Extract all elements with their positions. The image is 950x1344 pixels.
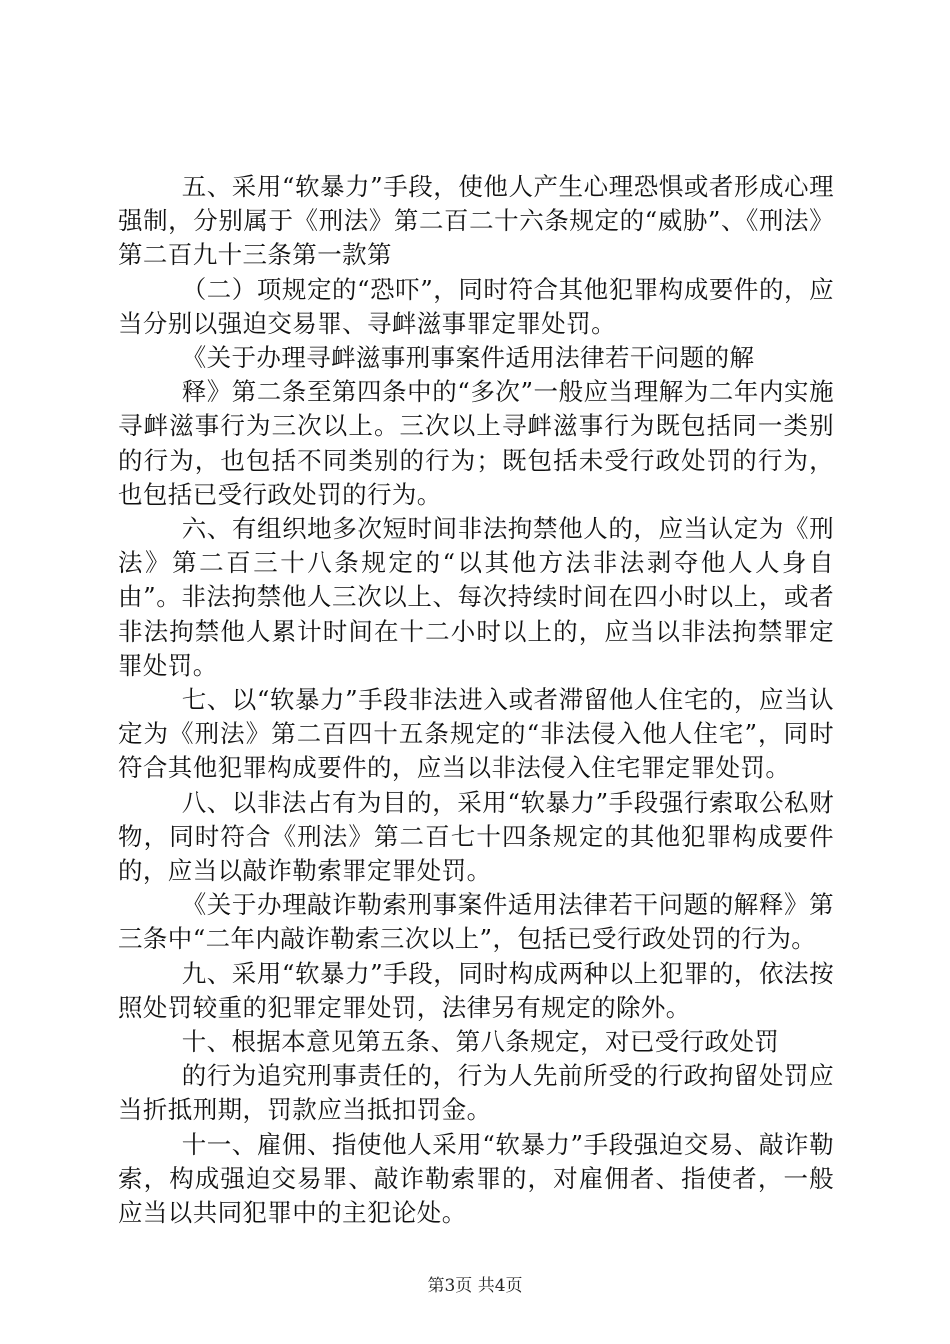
paragraph-article-5: 五、采用“软暴力”手段，使他人产生心理恐惧或者形成心理强制，分别属于《刑法》第二百二十六条规定的“威胁”、《刑法》第二百九十三条第一款第 xyxy=(118,172,834,270)
document-body xyxy=(118,170,834,1230)
page-number-footer: 第3页 共4页 xyxy=(427,1276,523,1296)
paragraph-article-11: 十一、雇佣、指使他人采用“软暴力”手段强迫交易、敲诈勒索，构成强迫交易罪、敲诈勒索罪的，对雇佣者、指使者，一般应当以共同犯罪中的主犯论处。 xyxy=(118,1129,834,1228)
paragraph-interpretation-body: 释》第二条至第四条中的“多次”一般应当理解为二年内实施寻衅滋事行为三次以上。三次以上寻衅滋事行为既包括同一类别的行为，也包括不同类别的行为；既包括未受行政处罚的行为，也包括已受行政处罚的行为。 xyxy=(118,377,834,509)
paragraph-interpretation-title-line: 《关于办理寻衅滋事刑事案件适用法律若干问题的解 xyxy=(181,343,755,373)
paragraph-article-10-rest: 的行为追究刑事责任的，行为人先前所受的行政拘留处罚应当折抵刑期，罚款应当抵扣罚金。 xyxy=(118,1061,834,1125)
paragraph-article-5-item-2: （二）项规定的“恐吓”，同时符合其他犯罪构成要件的，应当分别以强迫交易罪、寻衅滋事罪定罪处罚。 xyxy=(118,274,834,338)
paragraph-article-8: 八、以非法占有为目的，采用“软暴力”手段强行索取公私财物，同时符合《刑法》第二百七十四条规定的其他犯罪构成要件的，应当以敲诈勒索罪定罪处罚。 xyxy=(118,787,834,886)
paragraph-article-10-first-line: 十、根据本意见第五条、第八条规定，对已受行政处罚 xyxy=(181,1027,780,1057)
paragraph-article-9: 九、采用“软暴力”手段，同时构成两种以上犯罪的，依法按照处罚较重的犯罪定罪处罚，法律另有规定的除外。 xyxy=(118,958,834,1022)
paragraph-extortion-interpretation: 《关于办理敲诈勒索刑事案件适用法律若干问题的解释》第三条中“二年内敲诈勒索三次以上”，包括已受行政处罚的行为。 xyxy=(118,890,834,954)
paragraph-article-7: 七、以“软暴力”手段非法进入或者滞留他人住宅的，应当认定为《刑法》第二百四十五条规定的“非法侵入他人住宅”，同时符合其他犯罪构成要件的，应当以非法侵入住宅罪定罪处罚。 xyxy=(118,685,834,783)
paragraph-article-6: 六、有组织地多次短时间非法拘禁他人的，应当认定为《刑法》第二百三十八条规定的“以其他方法非法剥夺他人人身自由”。非法拘禁他人三次以上、每次持续时间在四小时以上，或者非法拘禁他人累计时间在十二小时以上的，应当以非法拘禁罪定罪处罚。 xyxy=(118,514,834,680)
